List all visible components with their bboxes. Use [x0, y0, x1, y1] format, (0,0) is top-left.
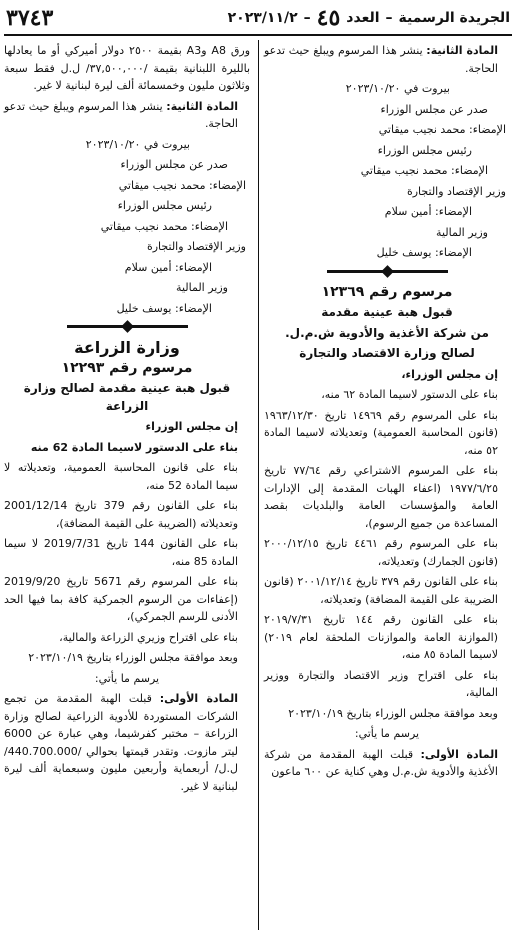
- clause: بناء على المرسوم رقم ١٤٩٦٩ تاريخ ١٩٦٣/١٢/٣٠ (قانون المحاسبة العمومية) وتعديلاته لاسيما المادة ٥٢ منه،: [264, 408, 498, 457]
- signature-line: الإمضاء: أمين سلام: [124, 260, 212, 274]
- signature-line: الإمضاء: يوسف خليل: [376, 246, 472, 259]
- decree-title: مرسوم رقم ١٢٢٩٣: [61, 359, 193, 376]
- left-column: [4, 42, 250, 798]
- article-one-paragraph: [264, 746, 510, 781]
- clause: بناء على الدستور لاسيما المادة ٦٢ منه،: [321, 388, 498, 401]
- clause: وبعد موافقة مجلس الوزراء بتاريخ ٢٠٢٣/١٠/١٩: [28, 651, 238, 664]
- issue-label: العدد: [346, 10, 380, 26]
- clause: بناء على المرسوم الاشتراعي رقم ٧٧/٦٤ تاريخ ١٩٧٧/٦/٢٥ (اعفاء الهبات المقدمة إلى الإدارات العامة والمؤسسات العامة والبلديات بقصد المساعدة من جميع الرسوم)،: [264, 464, 499, 530]
- decree-title: مرسوم رقم ١٢٣٦٩: [321, 283, 453, 300]
- article-label: المادة الثانية:: [166, 99, 238, 113]
- header-dash: –: [385, 10, 393, 26]
- article-label: المادة الثانية:: [426, 44, 498, 57]
- signature-line: رئيس مجلس الوزراء: [377, 143, 472, 157]
- issue-date: ٢٠٢٣/١١/٢: [227, 10, 298, 26]
- article-text: قبلت الهبة المقدمة من تجمع الشركات المستوردة للأدوية الزراعية لصالح وزارة الزراعة – مختبر كفرشيما، وهي عبارة عن 6000 ليتر مازوت. وتقدر قيمتها بحوالي /440.700.000/ ل.ل/ أربعماية وأربعين مليون وسبعماية ألف ليرة لبنانية لا غير.: [4, 692, 238, 793]
- signature-line: وزير المالية: [436, 225, 488, 239]
- article-two-paragraph: [264, 42, 510, 77]
- decree-date: بيروت في ٢٠٢٣/١٠/٢٠: [85, 137, 190, 151]
- gazette-title: الجريدة الرسمية: [398, 10, 510, 26]
- article-text: ينشر هذا المرسوم ويبلغ حيث تدعو الحاجة.: [4, 99, 238, 130]
- issue-number: ٤٥: [316, 5, 341, 31]
- signature-line: صدر عن مجلس الوزراء: [380, 102, 488, 116]
- council-intro: إن مجلس الوزراء: [145, 420, 238, 433]
- signature-line: رئيس مجلس الوزراء: [117, 199, 212, 212]
- clause: بناء على المرسوم رقم ٤٤٦١ تاريخ ٢٠٠٠/١٢/١٥ (قانون الجمارك) وتعديلاته،: [264, 537, 498, 568]
- signature-line: وزير المالية: [176, 281, 228, 294]
- header-rule: [4, 34, 512, 36]
- signature-line: صدر عن مجلس الوزراء: [120, 158, 228, 171]
- signature-line: الإمضاء: محمد نجيب ميقاتي: [118, 178, 246, 192]
- decree-date: بيروت في ٢٠٢٣/١٠/٢٠: [345, 82, 450, 95]
- signature-line: وزير الإقتصاد والتجارة: [406, 184, 506, 198]
- article-label: المادة الأولى:: [420, 747, 498, 761]
- article-one-paragraph: [4, 690, 250, 795]
- page-header: [6, 4, 510, 32]
- page-number: ٣٧٤٣: [6, 5, 54, 31]
- decree-subtitle: قبول هبة عينية مقدمة: [321, 305, 453, 319]
- clause: وبعد موافقة مجلس الوزراء بتاريخ ٢٠٢٣/١٠/١٩: [288, 706, 498, 720]
- article-two-paragraph: [4, 98, 250, 133]
- header-dash: –: [303, 10, 311, 26]
- signature-line: الإمضاء: محمد نجيب ميقاتي: [360, 164, 488, 177]
- signature-line: الإمضاء: محمد نجيب ميقاتي: [100, 219, 228, 233]
- clause: بناء على اقتراح وزير الاقتصاد والتجارة ووزير المالية،: [264, 668, 498, 699]
- decree-subtitle: قبول هبة عينية مقدمة لصالح وزارة الزراعة: [23, 381, 231, 413]
- clause: بناء على قانون المحاسبة العمومية، وتعديلاته لا سيما المادة 52 منه،: [4, 461, 238, 492]
- clause: بناء على المرسوم رقم 5671 تاريخ 2019/9/20 (إعفاءات من الرسوم الجمركية كافة بما فيها الحد الأدنى للرسم الجمركي)،: [4, 575, 239, 623]
- decree-subtitle: لصالح وزارة الاقتصاد والتجارة: [299, 346, 475, 360]
- council-intro: إن مجلس الوزراء،: [401, 367, 498, 381]
- clause: بناء على القانون رقم ١٤٤ تاريخ ٢٠١٩/٧/٣١ (الموازنة العامة والموازنات الملحقة لعام ٢٠١٩) لاسيما المادة ٨٥ منه،: [264, 613, 498, 661]
- clause: بناء على القانون رقم 379 تاريخ 2001/12/14 وتعديلاته (الضريبة على القيمة المضافة)،: [4, 499, 238, 530]
- ministry-heading: وزارة الزراعة: [74, 338, 180, 357]
- signature-line: وزير الإقتصاد والتجارة: [146, 240, 246, 253]
- signature-line: الإمضاء: أمين سلام: [384, 205, 472, 218]
- article-text: قبلت الهبة المقدمة من شركة الأغذية والأدوية ش.م.ل وهي كناية عن ٦٠٠ ماعون: [264, 747, 498, 778]
- signature-line: الإمضاء: يوسف خليل: [116, 301, 212, 315]
- decrees-following: يرسم ما يأتي:: [354, 727, 420, 740]
- article-text: ينشر هذا المرسوم ويبلغ حيث تدعو الحاجة.: [264, 44, 498, 75]
- section-separator: [4, 322, 250, 331]
- signature-line: الإمضاء: محمد نجيب ميقاتي: [378, 123, 506, 136]
- clause: بناء على اقتراح وزيري الزراعة والمالية،: [59, 630, 238, 644]
- column-divider: [258, 40, 259, 930]
- clause: بناء على القانون رقم ٣٧٩ تاريخ ٢٠٠١/١٢/١٤ (قانون الضريبة على القيمة المضافة) وتعديلاته،: [264, 575, 498, 606]
- decree-subtitle: من شركة الأغذية والأدوية ش.م.ل.: [285, 325, 489, 340]
- right-column: [264, 42, 510, 784]
- clause: بناء على القانون 144 تاريخ 2019/7/31 لا سيما المادة 85 منه،: [4, 537, 239, 568]
- continued-paragraph: ورق A8 وA3 بقيمة ٢٥٠٠ دولار أميركي أو ما يعادلها بالليرة اللبنانية بقيمة /٣٧,٥٠٠,٠٠٠/ ل.ل فقط سبعة وثلاثون مليون وخمسمائة ألف ليرة لبنانية لا غير.: [4, 44, 251, 92]
- header-masthead: [228, 5, 510, 31]
- article-label: المادة الأولى:: [159, 692, 238, 705]
- clause-constitution: بناء على الدستور لاسيما المادة 62 منه: [30, 440, 238, 454]
- decrees-following: يرسم ما يأتي:: [94, 671, 160, 685]
- section-separator: [264, 267, 510, 276]
